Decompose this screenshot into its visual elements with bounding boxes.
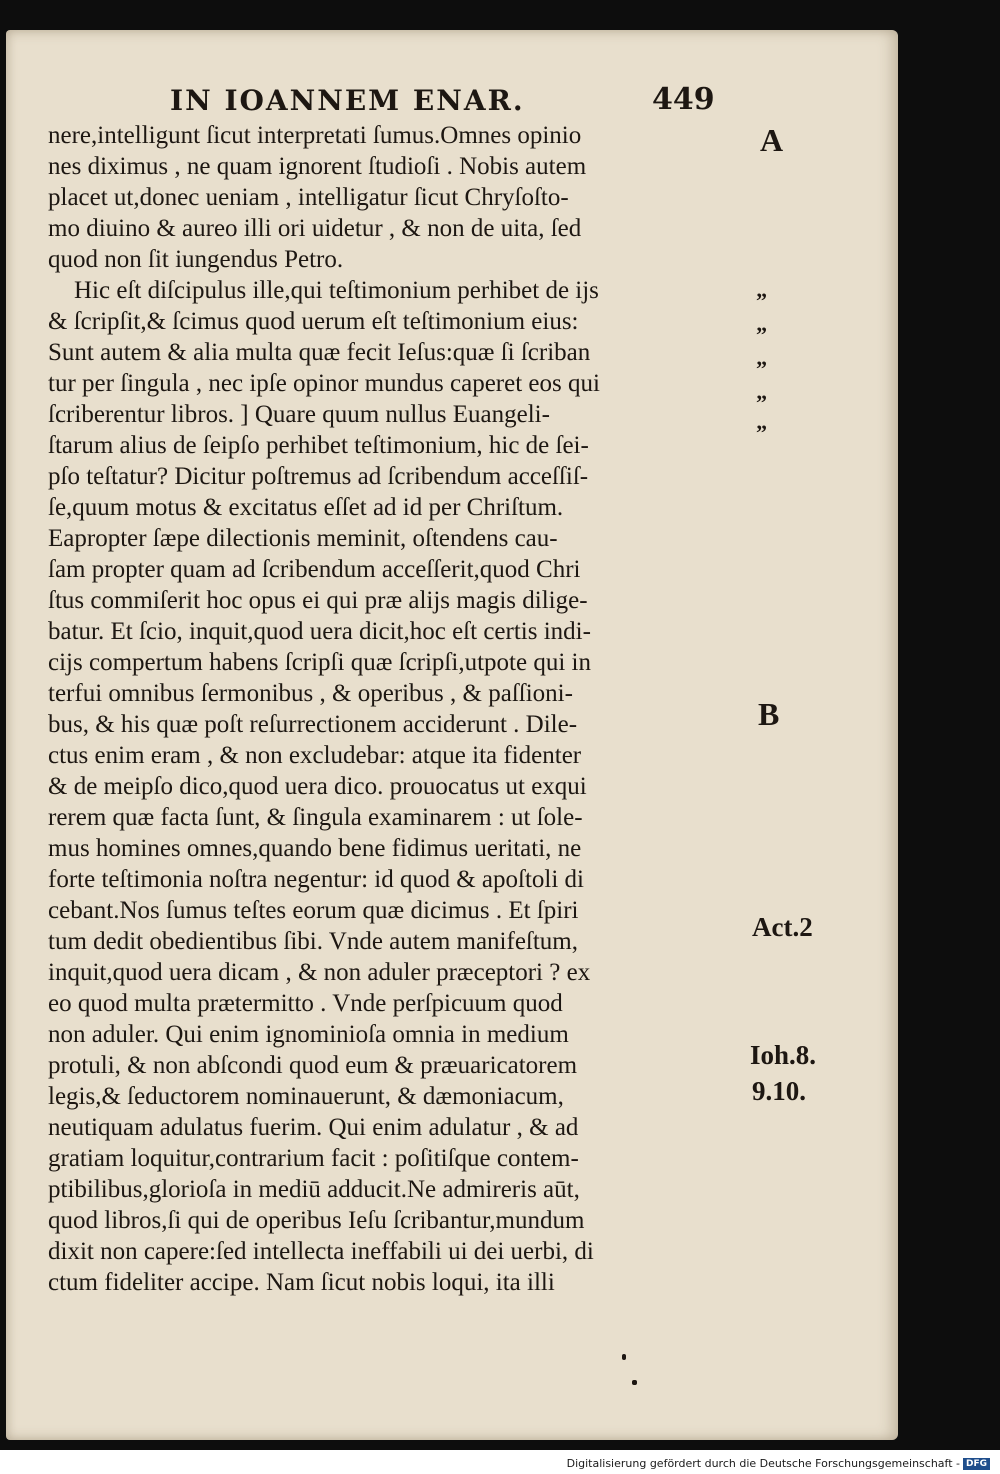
text-line: cijs compertum habens ſcripſi quæ ſcripſi,utpote qui in — [48, 649, 591, 676]
text-line: Hic eſt diſcipulus ille,qui teſtimonium perhibet de ijs — [74, 277, 599, 304]
text-line: ptibilibus,glorioſa in mediū adducit.Ne admireris aūt, — [48, 1176, 580, 1203]
ink-speck — [632, 1380, 637, 1385]
text-line: legis,& ſeductorem nominauerunt, & dæmoniacum, — [48, 1083, 564, 1110]
margin-reference-john: Ioh.8. — [750, 1040, 817, 1070]
margin-quote-mark: ” — [756, 288, 767, 313]
text-line: ctum fideliter accipe. Nam ſicut nobis loqui, ita illi — [48, 1269, 555, 1296]
text-line: nes diximus , ne quam ignorent ſtudioſi . Nobis autem — [48, 153, 587, 180]
text-line: ſcriberentur libros. ] Quare quum nullus Euangeli- — [48, 401, 550, 428]
text-line: neutiquam adulatus fuerim. Qui enim adulatur , & ad — [48, 1114, 579, 1141]
text-line: ſe,quum motus & excitatus eſſet ad id per Chriſtum. — [48, 494, 564, 521]
text-line: & ſcripſit,& ſcimus quod uerum eſt teſtimonium eius: — [48, 308, 579, 335]
margin-reference-acts: Act.2 — [752, 912, 813, 942]
text-line: Eapropter ſæpe dilectionis meminit, oſtendens cau- — [48, 525, 558, 552]
text-line: quod non ſit iungendus Petro. — [48, 246, 344, 273]
text-line: nere,intelligunt ſicut interpretati ſumus.Omnes opinio — [48, 122, 582, 149]
running-header: IN IOANNEM ENAR. — [170, 84, 525, 117]
text-line: dixit non capere:ſed intellecta ineffabili ui dei uerbi, di — [48, 1238, 594, 1265]
text-line: terfui omnibus ſermonibus , & operibus , & paſſioni- — [48, 680, 573, 707]
text-line: & de meipſo dico,quod uera dico. prouocatus ut exqui — [48, 773, 587, 800]
text-line: gratiam loquitur,contrarium facit : poſitiſque contem- — [48, 1145, 579, 1172]
dfg-logo: DFG — [963, 1458, 990, 1470]
margin-quote-mark: ” — [756, 420, 767, 445]
digitization-credit — [567, 1457, 990, 1470]
text-line: mo diuino & aureo illi ori uidetur , & non de uita, ſed — [48, 215, 582, 242]
text-line: rerem quæ facta ſunt, & ſingula examinarem : ut ſole- — [48, 804, 583, 831]
margin-quote-mark: ” — [756, 390, 767, 415]
ink-speck — [622, 1354, 626, 1360]
text-line: protuli, & non abſcondi quod eum & præuaricatorem — [48, 1052, 578, 1079]
text-line: eo quod multa prætermitto . Vnde perſpicuum quod — [48, 990, 563, 1017]
credit-text: Digitalisierung gefördert durch die Deutsche Forschungsgemeinschaft - — [566, 1457, 960, 1470]
text-line: Sunt autem & alia multa quæ fecit Ieſus:quæ ſi ſcriban — [48, 339, 591, 366]
margin-reference-john-verses: 9.10. — [752, 1076, 806, 1106]
margin-quote-mark: ” — [756, 356, 767, 381]
text-line: ctus enim eram , & non excludebar: atque ita fidenter — [48, 742, 582, 769]
text-line: placet ut,donec ueniam , intelligatur ſicut Chryſoſto- — [48, 184, 569, 211]
text-line: cebant.Nos ſumus teſtes eorum quæ dicimus . Et ſpiri — [48, 897, 579, 924]
margin-quote-mark: ” — [756, 322, 767, 347]
body-text — [48, 120, 738, 1298]
text-line: batur. Et ſcio, inquit,quod uera dicit,hoc eſt certis indi- — [48, 618, 591, 645]
text-line: tur per ſingula , nec ipſe opinor mundus caperet eos qui — [48, 370, 600, 397]
text-line: ſtarum alius de ſeipſo perhibet teſtimonium, hic de ſei- — [48, 432, 589, 459]
page-number: 449 — [652, 82, 715, 117]
text-line: ſam propter quam ad ſcribendum acceſſerit,quod Chri — [48, 556, 581, 583]
text-line: inquit,quod uera dicam , & non aduler præceptori ? ex — [48, 959, 591, 986]
text-line: ſtus commiſerit hoc opus ei qui præ alijs magis dilige- — [48, 587, 588, 614]
text-line: pſo teſtatur? Dicitur poſtremus ad ſcribendum acceſſiſ- — [48, 463, 589, 490]
text-line: non aduler. Qui enim ignominioſa omnia in medium — [48, 1021, 569, 1048]
text-line: tum dedit obedientibus ſibi. Vnde autem manifeſtum, — [48, 928, 579, 955]
text-line: mus homines omnes,quando bene fidimus ueritati, ne — [48, 835, 582, 862]
text-line: bus, & his quæ poſt reſurrectionem acciderunt . Dile- — [48, 711, 578, 738]
margin-letter-b: B — [758, 696, 780, 732]
text-line: forte teſtimonia noſtra negentur: id quod & apoſtoli di — [48, 866, 584, 893]
margin-letter-a: A — [760, 122, 784, 158]
text-line: quod libros,ſi qui de operibus Ieſu ſcribantur,mundum — [48, 1207, 585, 1234]
